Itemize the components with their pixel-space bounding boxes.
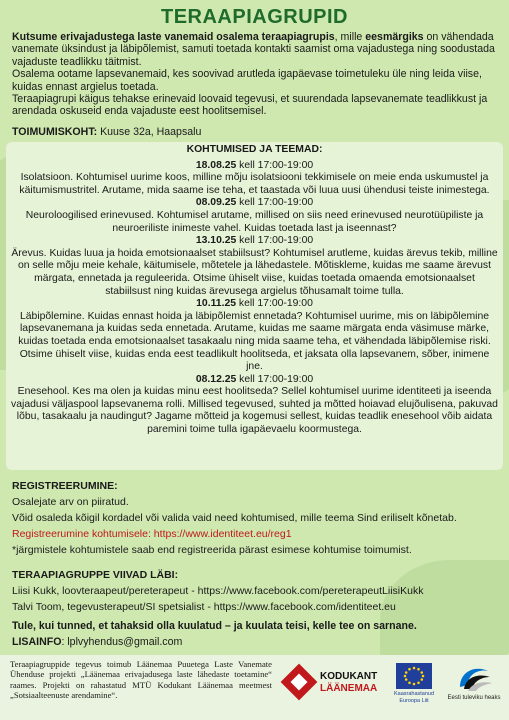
closing-motto: Tule, kui tunned, et tahaksid olla kuulatud – ja kuulata teisi, kelle tee on sarnane.: [12, 620, 417, 632]
kodukant-logo-line2: LÄÄNEMAA: [320, 683, 378, 694]
location: [12, 126, 201, 138]
footer-funding-text: Teraapiagruppide tegevus toimub Läänemaa Puuetega Laste Vanemate Ühenduse projekti „Läänemaa erivajadusega laste lähedaste toetamine“ raames. Projekti on rahastatud MTÜ Kodukant Läänemaa meetmest „Sotsiaalteenuste arendamine“.: [10, 659, 272, 701]
contact-info: [12, 634, 502, 650]
registration-limit: Osalejate arv on piiratud.: [12, 496, 129, 508]
session-time: kell 17:00-19:00: [236, 159, 314, 171]
session-description: Neuroloogilised erinevused. Kohtumisel arutame, millised on siis need erinevused neurotüüpiliste ja neuroeriliste inimeste vahel. Kuidas toetada last ja iseennast?: [25, 209, 484, 234]
session: [6, 235, 503, 298]
team-heading: TERAAPIAGRUPPE VIIVAD LÄBI:: [12, 569, 179, 581]
footer: [0, 655, 509, 720]
closing-section: [12, 618, 502, 650]
session-time: kell 17:00-19:00: [236, 373, 314, 385]
session-time: kell 17:00-19:00: [236, 298, 313, 310]
session-date: 08.09.25: [195, 197, 237, 209]
registration-note: *järgmistele kohtumistele saab end registreerida pärast esimese kohtumise toimumist.: [12, 544, 412, 556]
session-date: 10.11.25: [196, 298, 237, 310]
eu-stars-icon: [396, 663, 432, 689]
eesti-swirl-icon: [446, 661, 502, 695]
session-description: Läbipõlemine. Kuidas ennast hoida ja läbipõlemist ennetada? Kohtumisel uurime, mis on läbipõlemine lapsevanemana ja kuidas seda ennetada. Arutame, kuidas me saame märgata enda väsimuse märke, kuidas toetada enda emotsionaalset tasakaalu ning mida saame teha, et vähendada läbipõlemise riski. Otsime ühiselt viise, kuidas enda eest teadlikult hoolitseda, et jaksata olla lapsevanem, sõber, inimene jne.: [18, 310, 491, 373]
session-date: 13.10.25: [195, 235, 237, 247]
intro-paragraph-1: [12, 31, 500, 68]
registration-section: [12, 478, 502, 558]
intro-lead: Kutsume erivajadustega laste vanemaid osalema teraapiagrupis: [12, 31, 335, 43]
session-time: kell 17:00-19:00: [236, 197, 314, 209]
session: [6, 160, 503, 198]
schedule-panel: [6, 142, 503, 470]
intro-text: [12, 31, 500, 118]
eu-logo: [392, 663, 436, 715]
session-description: Enesehool. Kes ma olen ja kuidas minu eest hoolitseda? Sellel kohtumisel uurime identiteeti ja iseenda vajadusi väljaspool lapsevanema rolli. Millised tegevused, suhted ja mõtted hoiavad elujõulisena, pakuvad lõbu, tasakaalu ja naudingut? Jagame mõtteid ja kogemusi sellest, kuidas teadlik enesehool võib aidata paremini toime tulla igapäevaelu koormustega.: [11, 386, 498, 436]
registration-link[interactable]: Registreerumine kohtumisele: https://www.identiteet.eu/reg1: [12, 528, 292, 540]
intro-goal-word: eesmärgiks: [365, 31, 424, 43]
eu-flag-icon: [396, 663, 432, 689]
eesti-logo: [446, 661, 502, 715]
session-description: Isolatsioon. Kohtumisel uurime koos, milline mõju isolatsiooni tekkimisele on meie enda uskumustel ja käitumismustritel. Arutame, mida saame ise teha, et taastada või luua uusi ühendusi teiste inimestega.: [19, 172, 490, 196]
location-value: Kuuse 32a, Haapsalu: [97, 126, 202, 138]
page-title: TERAAPIAGRUPID: [160, 6, 348, 28]
contact-label: LISAINFO: [12, 636, 62, 648]
session-date: 08.12.25: [195, 373, 237, 385]
kodukant-logo: [286, 665, 378, 705]
team-section: [12, 567, 502, 615]
session: [6, 197, 503, 235]
intro-text-part: , mille: [334, 31, 366, 43]
team-member: Talvi Toom, tegevusterapeut/SI spetsialist - https://www.facebook.com/identiteet.eu: [12, 601, 396, 613]
session: [6, 298, 503, 374]
intro-paragraph-2: Osalema ootame lapsevanemaid, kes soovivad arutleda igapäevase toimetuleku üle ning leida viise, kuidas ennast argielus toetada.: [12, 68, 482, 93]
schedule-heading: KOHTUMISED JA TEEMAD:: [186, 144, 323, 155]
eesti-logo-caption: Eesti tuleviku heaks: [447, 695, 501, 701]
team-member: Liisi Kukk, loovteraapeut/pereterapeut - https://www.facebook.com/pereterapeutLiisiKukk: [12, 585, 424, 597]
session-time: kell 17:00-19:00: [236, 235, 314, 247]
registration-heading: REGISTREERUMINE:: [12, 480, 118, 492]
kodukant-logo-line1: KODUKANT: [320, 671, 378, 682]
registration-choice: Võid osaleda kõigil kordadel või valida vaid need kohtumised, mille teema Sind eriliselt kõnetab.: [12, 512, 457, 524]
session-date: 18.08.25: [195, 159, 237, 171]
intro-paragraph-3: Teraapiagrupi käigus tehakse erinevaid loovaid tegevusi, et suurendada lapsevanemate teadlikkust ja arendada oskuseid enda vajaduste eest hoolitsemisel.: [12, 93, 488, 118]
session: [6, 374, 503, 437]
intro-text-part: on vähendada vanemate üksindust ja läbipõlemist, samuti toetada kontakti saamist oma vajadustega ning soodustada vajaduste teadlikku täitmist.: [12, 31, 495, 68]
eu-logo-caption: Kaasrahastanud Euroopa Liit: [393, 691, 435, 704]
session-description: Ärevus. Kuidas luua ja hoida emotsionaalset stabiilsust? Kohtumisel arutleme, kuidas ärevus tekib, milline on selle mõju meie kehale, käitumisele, mõtetele ja lähedastele. Mõtiskleme, kuidas me saame ärevust märgata, ennetada ja reguleerida. Otsime ühiselt viise, kuidas toetada omaenda emotsionaalset stabiilsust ning kuidas ärevusega argielus tõhusamalt toime tulla.: [11, 247, 498, 297]
location-label: TOIMUMISKOHT:: [12, 126, 98, 138]
contact-email: : lplvyhendus@gmail.com: [61, 636, 183, 648]
